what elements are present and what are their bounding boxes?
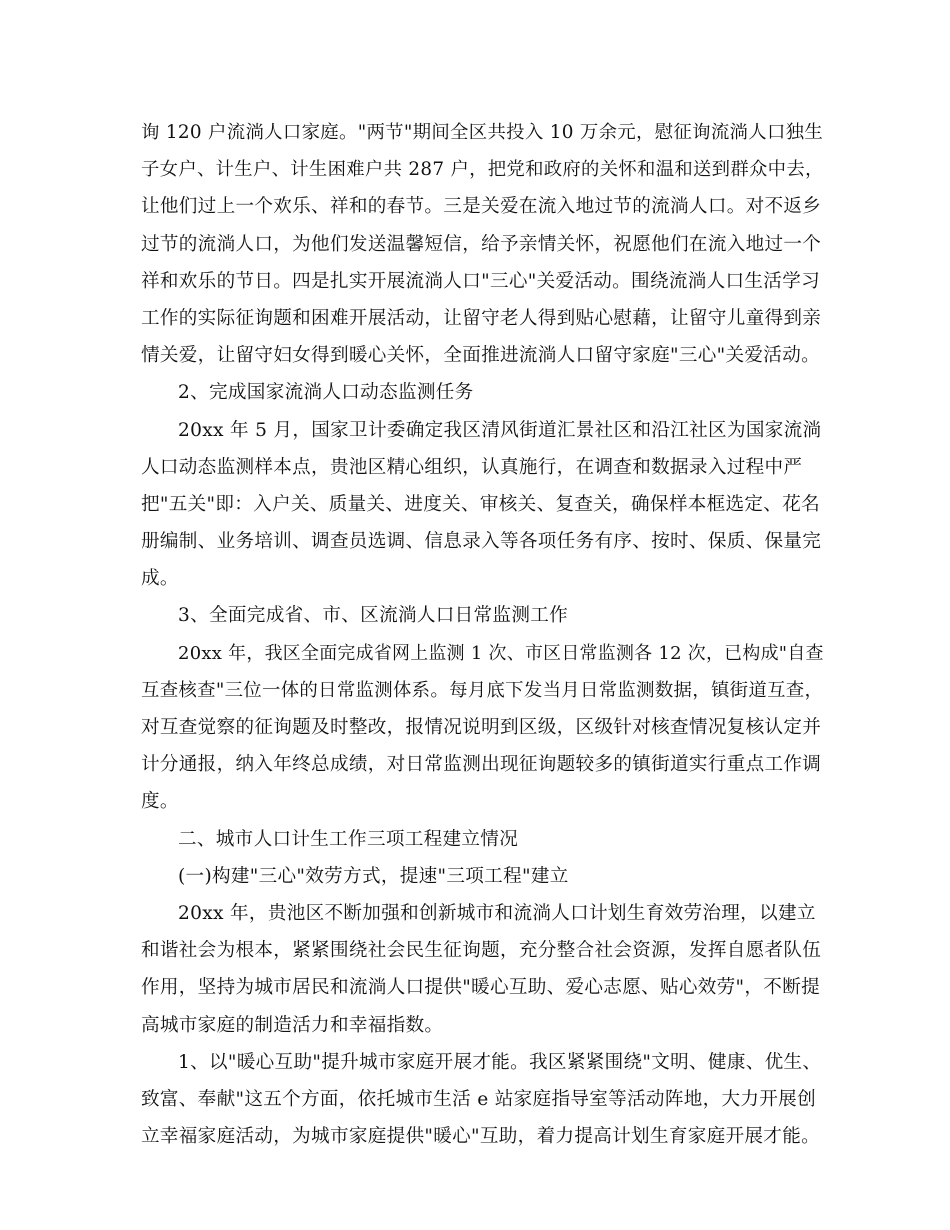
text-line: 人口动态监测样本点，贵池区精心组织，认真施行，在调查和数据录入过程中严 xyxy=(141,456,803,478)
text-line: 20xx 年 5 月，国家卫计委确定我区清风街道汇景社区和沿江社区为国家流淌 xyxy=(178,419,822,441)
text-line: (一)构建"三心"效劳方式，提速"三项工程"建立 xyxy=(178,865,569,887)
text-line: 二、城市人口计生工作三项工程建立情况 xyxy=(178,828,519,850)
document-body xyxy=(141,114,827,1155)
text-line: 把"五关"即：入户关、质量关、进度关、审核关、复查关，确保样本框选定、花名 xyxy=(141,493,820,515)
section-heading xyxy=(141,821,827,858)
text-line: 度。 xyxy=(141,791,179,813)
text-line: 成。 xyxy=(141,568,179,590)
text-line: 子女户、计生户、计生困难户共 287 户，把党和政府的关怀和温和送到群众中去， xyxy=(141,159,824,181)
paragraph xyxy=(141,895,827,1044)
subsection-heading xyxy=(141,858,827,895)
text-line: 对互查觉察的征询题及时整改，报情况说明到区级，区级针对核查情况复核认定并 xyxy=(141,717,822,738)
text-line: 祥和欢乐的节日。四是扎实开展流淌人口"三心"关爱活动。围绕流淌人口生活学习 xyxy=(141,270,820,292)
text-line: 询 120 户流淌人口家庭。"两节"期间全区共投入 10 万余元，慰征询流淌人口独生 xyxy=(141,122,824,143)
text-line: 1、以"暖心互助"提升城市家庭开展才能。我区紧紧围绕"文明、健康、优生、 xyxy=(178,1051,822,1073)
text-line: 让他们过上一个欢乐、祥和的春节。三是关爱在流入地过节的流淌人口。对不返乡 xyxy=(141,196,822,218)
paragraph xyxy=(141,1044,827,1156)
paragraph xyxy=(141,635,827,821)
text-line: 册编制、业务培训、调查员选调、信息录入等各项任务有序、按时、保质、保量完 xyxy=(141,531,822,553)
text-line: 高城市家庭的制造活力和幸福指数。 xyxy=(141,1014,444,1036)
section-heading xyxy=(141,597,827,634)
text-line: 作用，坚持为城市居民和流淌人口提供"暖心互助、爱心志愿、贴心效劳"，不断提 xyxy=(141,977,820,999)
text-line: 致富、奉献"这五个方面，依托城市生活 e 站家庭指导室等活动阵地，大力开展创 xyxy=(141,1088,816,1110)
text-line: 20xx 年，贵池区不断加强和创新城市和流淌人口计划生育效劳治理，以建立 xyxy=(178,902,816,924)
text-line: 20xx 年，我区全面完成省网上监测 1 次、市区日常监测各 12 次，已构成"自查 xyxy=(178,642,824,664)
paragraph xyxy=(141,412,827,598)
text-line: 过节的流淌人口，为他们发送温馨短信，给予亲情关怀，祝愿他们在流入地过一个 xyxy=(141,233,822,255)
text-line: 情关爱，让留守妇女得到暖心关怀，全面推进流淌人口留守家庭"三心"关爱活动。 xyxy=(141,345,820,367)
paragraph-continuation xyxy=(141,114,827,374)
text-line: 3、全面完成省、市、区流淌人口日常监测工作 xyxy=(178,605,569,627)
section-heading xyxy=(141,374,827,411)
text-line: 计分通报，纳入年终总成绩，对日常监测出现征询题较多的镇街道实行重点工作调 xyxy=(141,754,822,776)
text-line: 互查核查"三位一体的日常监测体系。每月底下发当月日常监测数据，镇街道互查， xyxy=(141,679,824,701)
text-line: 工作的实际征询题和困难开展活动，让留守老人得到贴心慰藉，让留守儿童得到亲 xyxy=(141,307,822,329)
text-line: 立幸福家庭活动，为城市家庭提供"暖心"互助，着力提高计划生育家庭开展才能。 xyxy=(141,1126,820,1148)
text-line: 和谐社会为根本，紧紧围绕社会民生征询题，充分整合社会资源，发挥自愿者队伍 xyxy=(141,940,822,962)
text-line: 2、完成国家流淌人口动态监测任务 xyxy=(178,382,474,404)
